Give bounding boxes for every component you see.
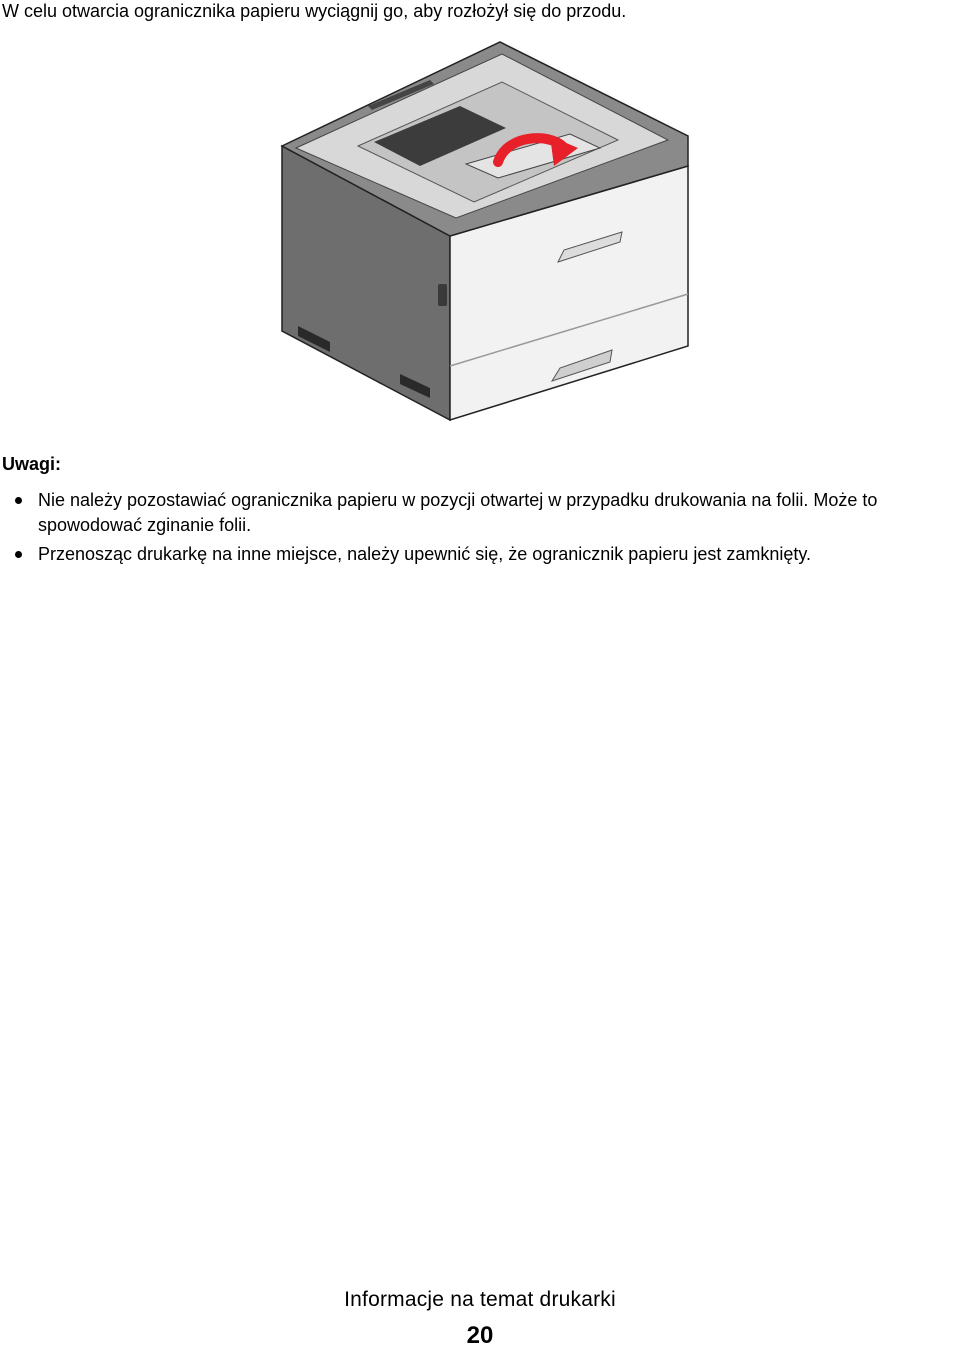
bullet-icon [15,551,22,558]
notes-heading: Uwagi: [2,454,62,474]
intro-paragraph: W celu otwarcia ogranicznika papieru wyciągnij go, aby rozłożył się do przodu. [2,1,627,21]
footer-section-title: Informacje na temat drukarki [344,1288,616,1311]
printer-illustration [270,36,695,428]
list-item [0,542,960,567]
page-number: 20 [466,1322,494,1349]
list-item [0,488,960,538]
list-item-text: Przenosząc drukarkę na inne miejsce, należy upewnić się, że ogranicznik papieru jest zamknięty. [38,544,812,564]
bullet-icon [15,497,22,504]
notes-list [0,488,960,571]
list-item-text: Nie należy pozostawiać ogranicznika papieru w pozycji otwartej w przypadku drukowania na folii. Może to spowodować zginanie folii. [38,490,878,535]
